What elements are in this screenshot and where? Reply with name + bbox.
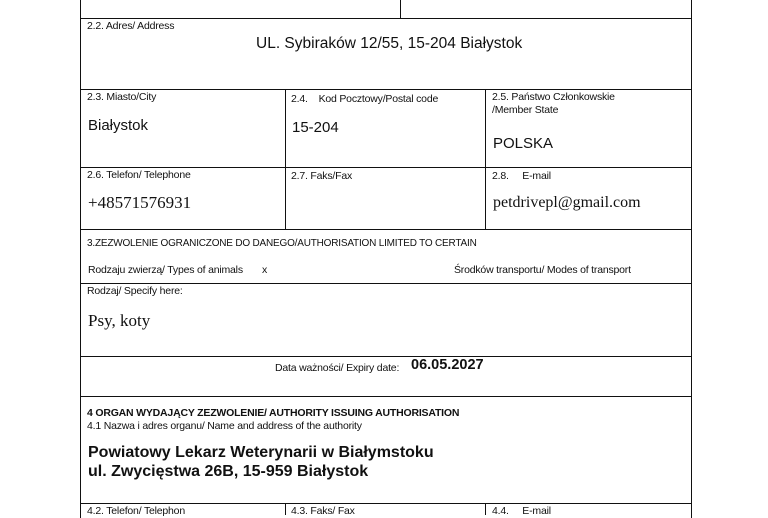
specify-value: Psy, koty [88,311,151,330]
row-divider-address [80,18,691,19]
authority-name-line1: Powiatowy Lekarz Weterynarii w Białymstoku [88,444,434,461]
row-divider-authority [80,396,691,397]
top-cell-divider [400,0,401,18]
expiry-label: Data ważności/ Expiry date: [275,362,400,374]
col-divider-1 [285,89,286,229]
member-state-label-line2: /Member State [492,104,559,116]
email-label: 2.8. E-mail [492,170,551,182]
animals-mark: x [262,264,268,276]
animals-label: Rodzaju zwierzą/ Types of animals [88,264,243,276]
specify-label: Rodzaj/ Specify here: [87,285,183,297]
authority-email-label: 4.4. E-mail [492,505,551,517]
authority-telephone-label: 4.2. Telefon/ Telephon [87,505,185,517]
col-divider-2 [485,89,486,229]
address-value: UL. Sybiraków 12/55, 15-204 Białystok [256,35,523,52]
city-value: Białystok [88,117,149,134]
row-divider-city [80,89,691,90]
postal-value: 15-204 [292,119,339,136]
fax-label: 2.7. Faks/Fax [291,170,353,182]
authorisation-heading: 3.ZEZWOLENIE OGRANICZONE DO DANEGO/AUTHORISATION LIMITED TO CERTAIN [87,238,477,249]
col-divider-bottom-2 [485,503,486,515]
city-label: 2.3. Miasto/City [87,91,157,103]
authority-heading: 4 ORGAN WYDAJĄCY ZEZWOLENIE/ AUTHORITY ISSUING AUTHORISATION [87,407,460,419]
telephone-label: 2.6. Telefon/ Telephone [87,169,191,181]
form-frame [80,0,692,518]
telephone-value: +48571576931 [88,193,192,212]
address-label: 2.2. Adres/ Address [87,20,175,32]
col-divider-bottom-1 [285,503,286,515]
transport-label: Środków transportu/ Modes of transport [454,264,631,276]
row-divider-bottom [80,503,691,504]
expiry-value: 06.05.2027 [411,357,484,373]
row-divider-expiry [80,356,691,357]
postal-label: 2.4. Kod Pocztowy/Postal code [291,93,439,105]
member-state-value: POLSKA [493,135,554,152]
member-state-label-line1: 2.5. Państwo Członkowskie [492,91,615,103]
authority-name-line2: ul. Zwycięstwa 26B, 15-959 Białystok [88,463,369,480]
email-value: petdrivepl@gmail.com [493,194,641,211]
row-divider-telephone [80,167,691,168]
row-divider-authorisation [80,229,691,230]
authority-sub-label: 4.1 Nazwa i adres organu/ Name and address of the authority [87,420,362,432]
authority-fax-label: 4.3. Faks/ Fax [291,505,355,517]
row-divider-specify [80,283,691,284]
